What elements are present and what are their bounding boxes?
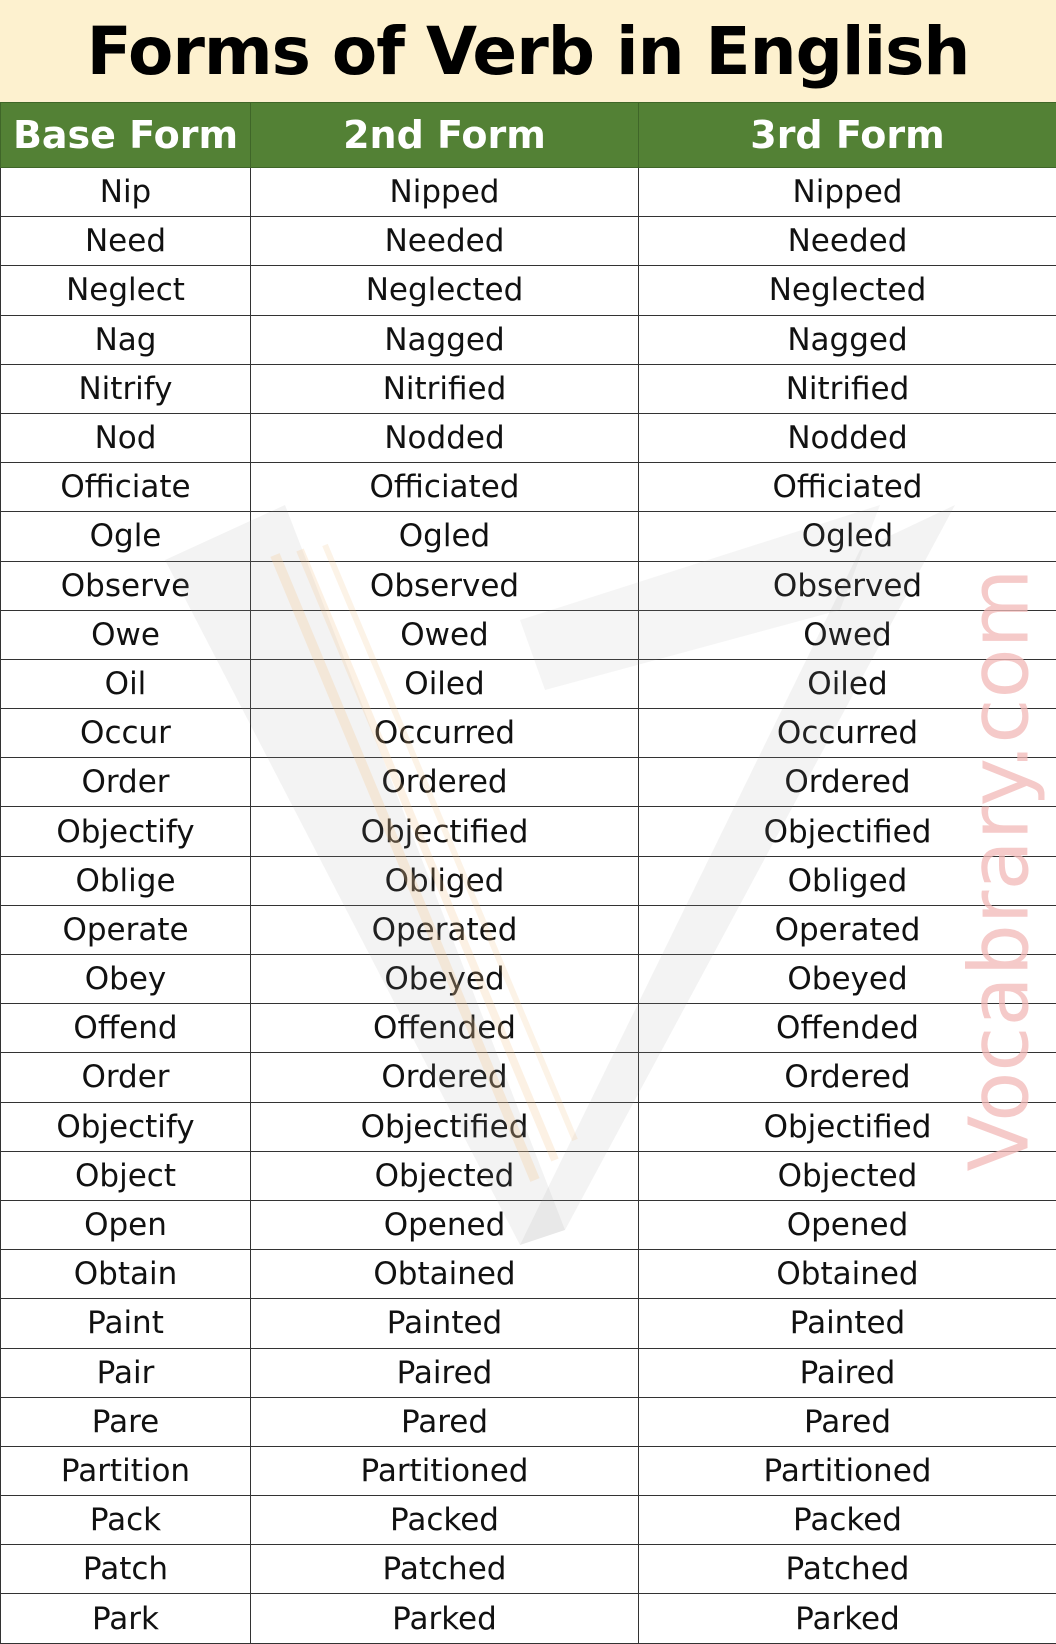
cell-2nd-form: Operated	[251, 905, 639, 954]
cell-3rd-form: Oiled	[639, 659, 1056, 708]
header-3rd-form: 3rd Form	[639, 103, 1056, 168]
table-row	[1, 1004, 1056, 1053]
cell-2nd-form: Officiated	[251, 463, 639, 512]
table-row	[1, 905, 1056, 954]
cell-2nd-form: Nipped	[251, 168, 639, 217]
cell-3rd-form: Nagged	[639, 315, 1056, 364]
table-row	[1, 1446, 1056, 1495]
cell-base-form: Ogle	[1, 512, 251, 561]
cell-2nd-form: Parked	[251, 1594, 639, 1643]
cell-3rd-form: Nodded	[639, 413, 1056, 462]
header-base-form: Base Form	[1, 103, 251, 168]
cell-2nd-form: Offended	[251, 1004, 639, 1053]
title-banner	[0, 0, 1056, 102]
cell-2nd-form: Patched	[251, 1545, 639, 1594]
cell-2nd-form: Packed	[251, 1496, 639, 1545]
cell-3rd-form: Ogled	[639, 512, 1056, 561]
cell-2nd-form: Needed	[251, 217, 639, 266]
table-row	[1, 315, 1056, 364]
cell-3rd-form: Patched	[639, 1545, 1056, 1594]
cell-3rd-form: Occurred	[639, 709, 1056, 758]
cell-2nd-form: Paired	[251, 1348, 639, 1397]
cell-base-form: Owe	[1, 610, 251, 659]
cell-base-form: Need	[1, 217, 251, 266]
cell-2nd-form: Ogled	[251, 512, 639, 561]
table-row	[1, 1151, 1056, 1200]
cell-base-form: Nitrify	[1, 364, 251, 413]
table-row	[1, 413, 1056, 462]
table-row	[1, 1545, 1056, 1594]
cell-base-form: Obtain	[1, 1250, 251, 1299]
cell-3rd-form: Opened	[639, 1200, 1056, 1249]
cell-base-form: Objectify	[1, 1102, 251, 1151]
cell-3rd-form: Obeyed	[639, 955, 1056, 1004]
cell-2nd-form: Painted	[251, 1299, 639, 1348]
cell-base-form: Partition	[1, 1446, 251, 1495]
table-row	[1, 659, 1056, 708]
cell-3rd-form: Nipped	[639, 168, 1056, 217]
cell-2nd-form: Obtained	[251, 1250, 639, 1299]
table-row	[1, 1102, 1056, 1151]
cell-2nd-form: Oiled	[251, 659, 639, 708]
cell-2nd-form: Pared	[251, 1397, 639, 1446]
cell-3rd-form: Needed	[639, 217, 1056, 266]
cell-2nd-form: Nitrified	[251, 364, 639, 413]
cell-2nd-form: Occurred	[251, 709, 639, 758]
cell-base-form: Neglect	[1, 266, 251, 315]
cell-3rd-form: Nitrified	[639, 364, 1056, 413]
cell-base-form: Patch	[1, 1545, 251, 1594]
cell-3rd-form: Pared	[639, 1397, 1056, 1446]
cell-base-form: Order	[1, 758, 251, 807]
cell-2nd-form: Nagged	[251, 315, 639, 364]
cell-base-form: Operate	[1, 905, 251, 954]
table-row	[1, 1299, 1056, 1348]
cell-2nd-form: Observed	[251, 561, 639, 610]
cell-2nd-form: Objected	[251, 1151, 639, 1200]
cell-base-form: Nag	[1, 315, 251, 364]
cell-3rd-form: Packed	[639, 1496, 1056, 1545]
cell-base-form: Pack	[1, 1496, 251, 1545]
table-row	[1, 463, 1056, 512]
cell-3rd-form: Objectified	[639, 1102, 1056, 1151]
cell-3rd-form: Officiated	[639, 463, 1056, 512]
table-row	[1, 217, 1056, 266]
table-row	[1, 266, 1056, 315]
cell-base-form: Offend	[1, 1004, 251, 1053]
cell-2nd-form: Owed	[251, 610, 639, 659]
table-row	[1, 955, 1056, 1004]
verb-forms-table	[0, 102, 1056, 1644]
cell-3rd-form: Objected	[639, 1151, 1056, 1200]
cell-2nd-form: Objectified	[251, 807, 639, 856]
watermark-site-text: Vocabrary.com	[953, 569, 1048, 1172]
table-row	[1, 512, 1056, 561]
cell-2nd-form: Obeyed	[251, 955, 639, 1004]
cell-3rd-form: Paired	[639, 1348, 1056, 1397]
table-row	[1, 758, 1056, 807]
cell-3rd-form: Offended	[639, 1004, 1056, 1053]
cell-2nd-form: Obliged	[251, 856, 639, 905]
cell-base-form: Pare	[1, 1397, 251, 1446]
table-row	[1, 1397, 1056, 1446]
cell-base-form: Order	[1, 1053, 251, 1102]
table-row	[1, 1496, 1056, 1545]
cell-base-form: Objectify	[1, 807, 251, 856]
cell-base-form: Nip	[1, 168, 251, 217]
table-row	[1, 807, 1056, 856]
cell-base-form: Park	[1, 1594, 251, 1643]
cell-base-form: Occur	[1, 709, 251, 758]
cell-3rd-form: Observed	[639, 561, 1056, 610]
cell-2nd-form: Neglected	[251, 266, 639, 315]
cell-base-form: Oblige	[1, 856, 251, 905]
cell-3rd-form: Ordered	[639, 758, 1056, 807]
table-row	[1, 168, 1056, 217]
cell-base-form: Observe	[1, 561, 251, 610]
table-row	[1, 1594, 1056, 1643]
cell-3rd-form: Obliged	[639, 856, 1056, 905]
table-row	[1, 1250, 1056, 1299]
table-row	[1, 610, 1056, 659]
cell-base-form: Nod	[1, 413, 251, 462]
cell-3rd-form: Objectified	[639, 807, 1056, 856]
cell-2nd-form: Nodded	[251, 413, 639, 462]
header-2nd-form: 2nd Form	[251, 103, 639, 168]
cell-2nd-form: Ordered	[251, 1053, 639, 1102]
table-body	[1, 168, 1056, 1644]
cell-2nd-form: Objectified	[251, 1102, 639, 1151]
cell-3rd-form: Parked	[639, 1594, 1056, 1643]
page-title: Forms of Verb in English	[87, 13, 970, 90]
cell-base-form: Obey	[1, 955, 251, 1004]
cell-3rd-form: Owed	[639, 610, 1056, 659]
table-row	[1, 561, 1056, 610]
cell-3rd-form: Operated	[639, 905, 1056, 954]
table-row	[1, 856, 1056, 905]
cell-base-form: Object	[1, 1151, 251, 1200]
cell-2nd-form: Ordered	[251, 758, 639, 807]
cell-2nd-form: Opened	[251, 1200, 639, 1249]
cell-3rd-form: Painted	[639, 1299, 1056, 1348]
table-row	[1, 364, 1056, 413]
cell-3rd-form: Partitioned	[639, 1446, 1056, 1495]
cell-base-form: Open	[1, 1200, 251, 1249]
table-row	[1, 709, 1056, 758]
table-header-row	[1, 103, 1056, 168]
cell-base-form: Officiate	[1, 463, 251, 512]
cell-base-form: Paint	[1, 1299, 251, 1348]
cell-base-form: Pair	[1, 1348, 251, 1397]
table-row	[1, 1348, 1056, 1397]
cell-3rd-form: Neglected	[639, 266, 1056, 315]
table-row	[1, 1200, 1056, 1249]
cell-3rd-form: Ordered	[639, 1053, 1056, 1102]
cell-base-form: Oil	[1, 659, 251, 708]
table-row	[1, 1053, 1056, 1102]
cell-3rd-form: Obtained	[639, 1250, 1056, 1299]
cell-2nd-form: Partitioned	[251, 1446, 639, 1495]
